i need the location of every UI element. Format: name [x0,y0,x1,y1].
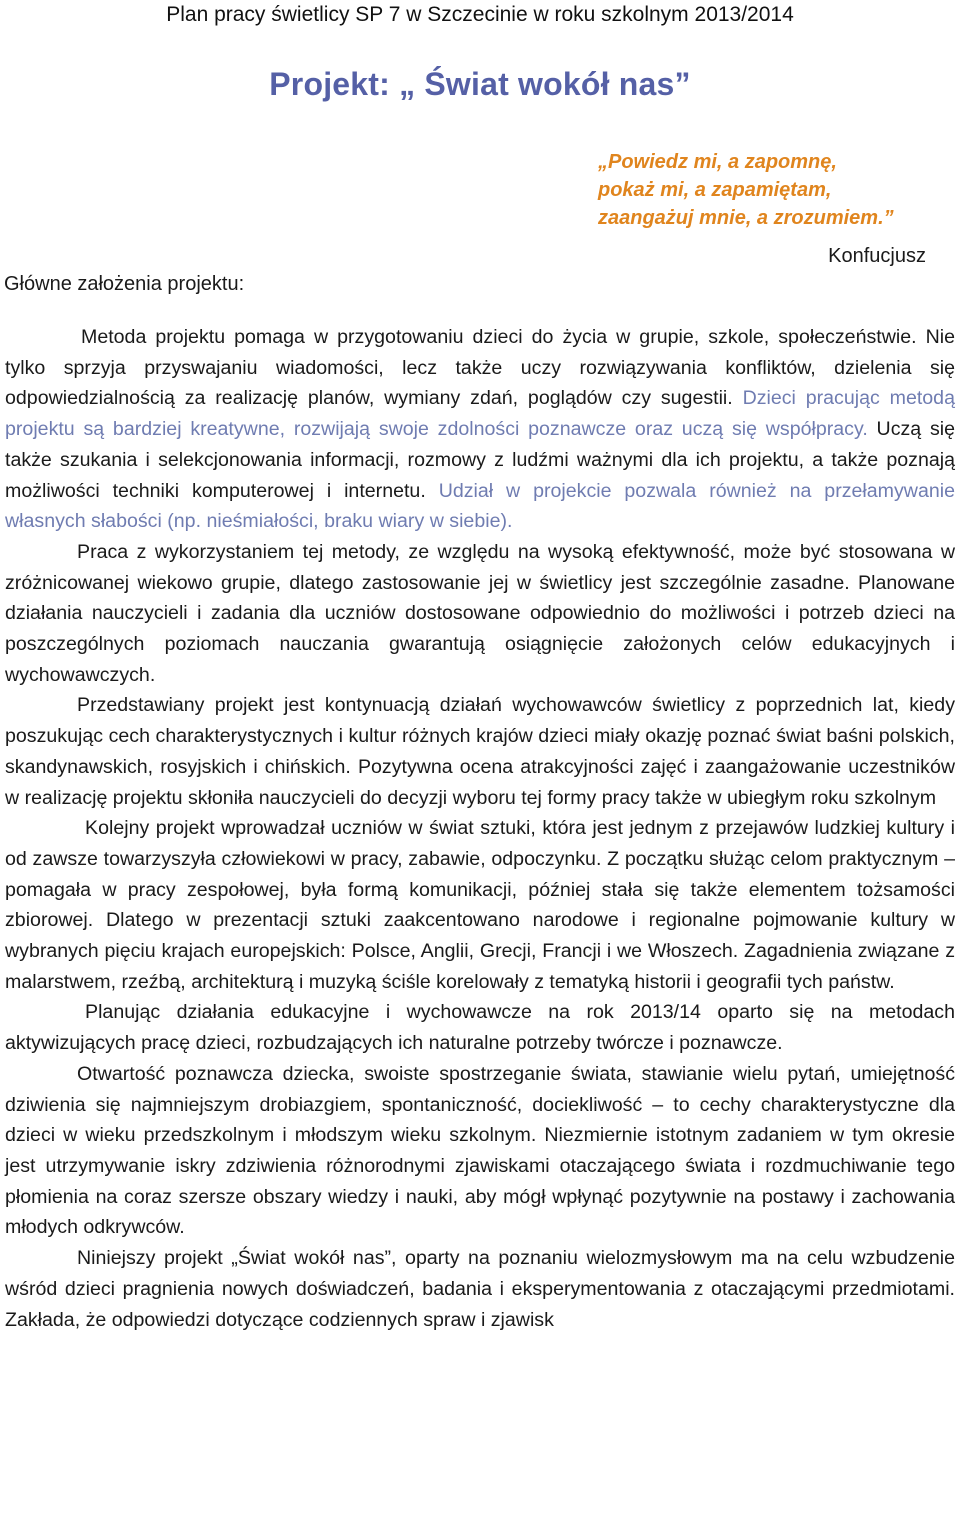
section-heading: Główne założenia projektu: [4,273,245,295]
highlighted-text: Udział w projekcie pozwala również na przełamywanie własnych słabości (np. nieśmiałości, braku wiary w siebie). [5,479,955,533]
paragraph-text: Uczą się także szukania i selekcjonowania informacji, rozmowy z ludźmi ważnymi dla ich projektu, a także poznają możliwości techniki komputerowej i internetu. [5,418,956,502]
motto-author: Konfucjusz [828,245,926,267]
paragraph-method-efficiency: Praca z wykorzystaniem tej metody, ze względu na wysoką efektywność, może być stosowana w zróżnicowanej wiekowo grupie, dlatego zastosowanie jej w świetlicy jest szczególnie zasadne. Planowane działania nauczycieli i zadania dla uczniów dostosowane odpowiednio do możliwości i potrzeb dzieci na poszczególnych poziomach nauczania gwarantują osiągnięcie założonych celów edukacyjnych i wychowawczych. [5,540,955,686]
paragraph-art-project: Kolejny projekt wprowadzał uczniów w świat sztuki, która jest jednym z przejawów ludzkiej kultury i od zawsze towarzyszyła człowiekowi w pracy, zabawie, odpoczynku. Z początku służąc celom praktycznym – pomagała w pracy zespołowej, była formą komunikacji, później stała się także elementem tożsamości zbiorowej. Dlatego w prezentacji sztuki zaakcentowano narodowe i regionalne pojmowanie kultury w wybranych pięciu krajach europejskich: Polsce, Anglii, Grecji, Francji i we Włoszech. Zagadnienia związane z malarstwem, rzeźbą, architekturą i muzyką ściśle korelowały z tematyką historii i geografii tych państw. [5,817,955,993]
motto-line: „Powiedz mi, a zapomnę, [598,151,837,173]
motto-line: zaangażuj mnie, a zrozumiem.” [598,207,894,229]
paragraph-planning: Planując działania edukacyjne i wychowawcze na rok 2013/14 oparto się na metodach aktywizujących pracę dzieci, rozbudzających ich naturalne potrzeby twórcze i poznawcze. [5,1001,955,1055]
motto-line: pokaż mi, a zapamiętam, [598,179,832,201]
document-title: Projekt: „ Świat wokół nas” [269,66,691,102]
paragraph-text: Metoda projektu pomaga w przygotowaniu dzieci do życia w grupie, szkole, społeczeństwie. Nie tylko sprzyja przyswajaniu wiadomości, lecz także uczy rozwiązywania konfliktów, dzielenia się odpowiedzialnością za realizację planów, wymiany zdań, poglądów czy sugestii. [5,326,955,410]
running-header: Plan pracy świetlicy SP 7 w Szczecinie w roku szkolnym 2013/2014 [166,3,794,26]
highlighted-text: Dzieci pracując metodą projektu są bardziej kreatywne, rozwijają swoje zdolności poznawcze oraz uczą się współpracy. [5,387,955,441]
paragraph-child-curiosity: Otwartość poznawcza dziecka, swoiste spostrzeganie świata, stawianie wielu pytań, umiejętność dziwienia się najmniejszym drobiazgiem, spontaniczność, dociekliwość – to cechy charakterystyczne dla dzieci w wieku przedszkolnym i młodszym wieku szkolnym. Niezmiernie istotnym zadaniem w tym okresie jest utrzymywanie iskry zdziwienia różnorodnymi zjawiskami otaczającego świata i rozdmuchiwanie tego płomienia na coraz szersze obszary wiedzy i nauki, aby mógł wpłynąć pozytywnie na postawy i zachowania młodych odkrywców. [5,1062,955,1239]
paragraph-project-goal: Niniejszy projekt „Świat wokół nas”, oparty na poznaniu wielozmysłowym ma na celu wzbudzenie wśród dzieci pragnienia nowych doświadczeń, badania i eksperymentowania z otaczającymi przedmiotami. Zakłada, że odpowiedzi dotyczące codziennych spraw i zjawisk [5,1247,955,1331]
paragraph-continuation: Przedstawiany projekt jest kontynuacją działań wychowawców świetlicy z poprzednich lat, kiedy poszukując cech charakterystycznych i kultur różnych krajów dzieci miały okazję poznać świat baśni polskich, skandynawskich, rosyjskich i chińskich. Pozytywna ocena atrakcyjności zajęć i zaangażowanie uczestników w realizację projektu skłoniła nauczycieli do decyzji wyboru tej formy pracy także w ubiegłym roku szkolnym [5,694,955,809]
motto-quote [598,148,928,232]
paragraph-method-intro [5,322,955,537]
document-body [5,322,955,1335]
